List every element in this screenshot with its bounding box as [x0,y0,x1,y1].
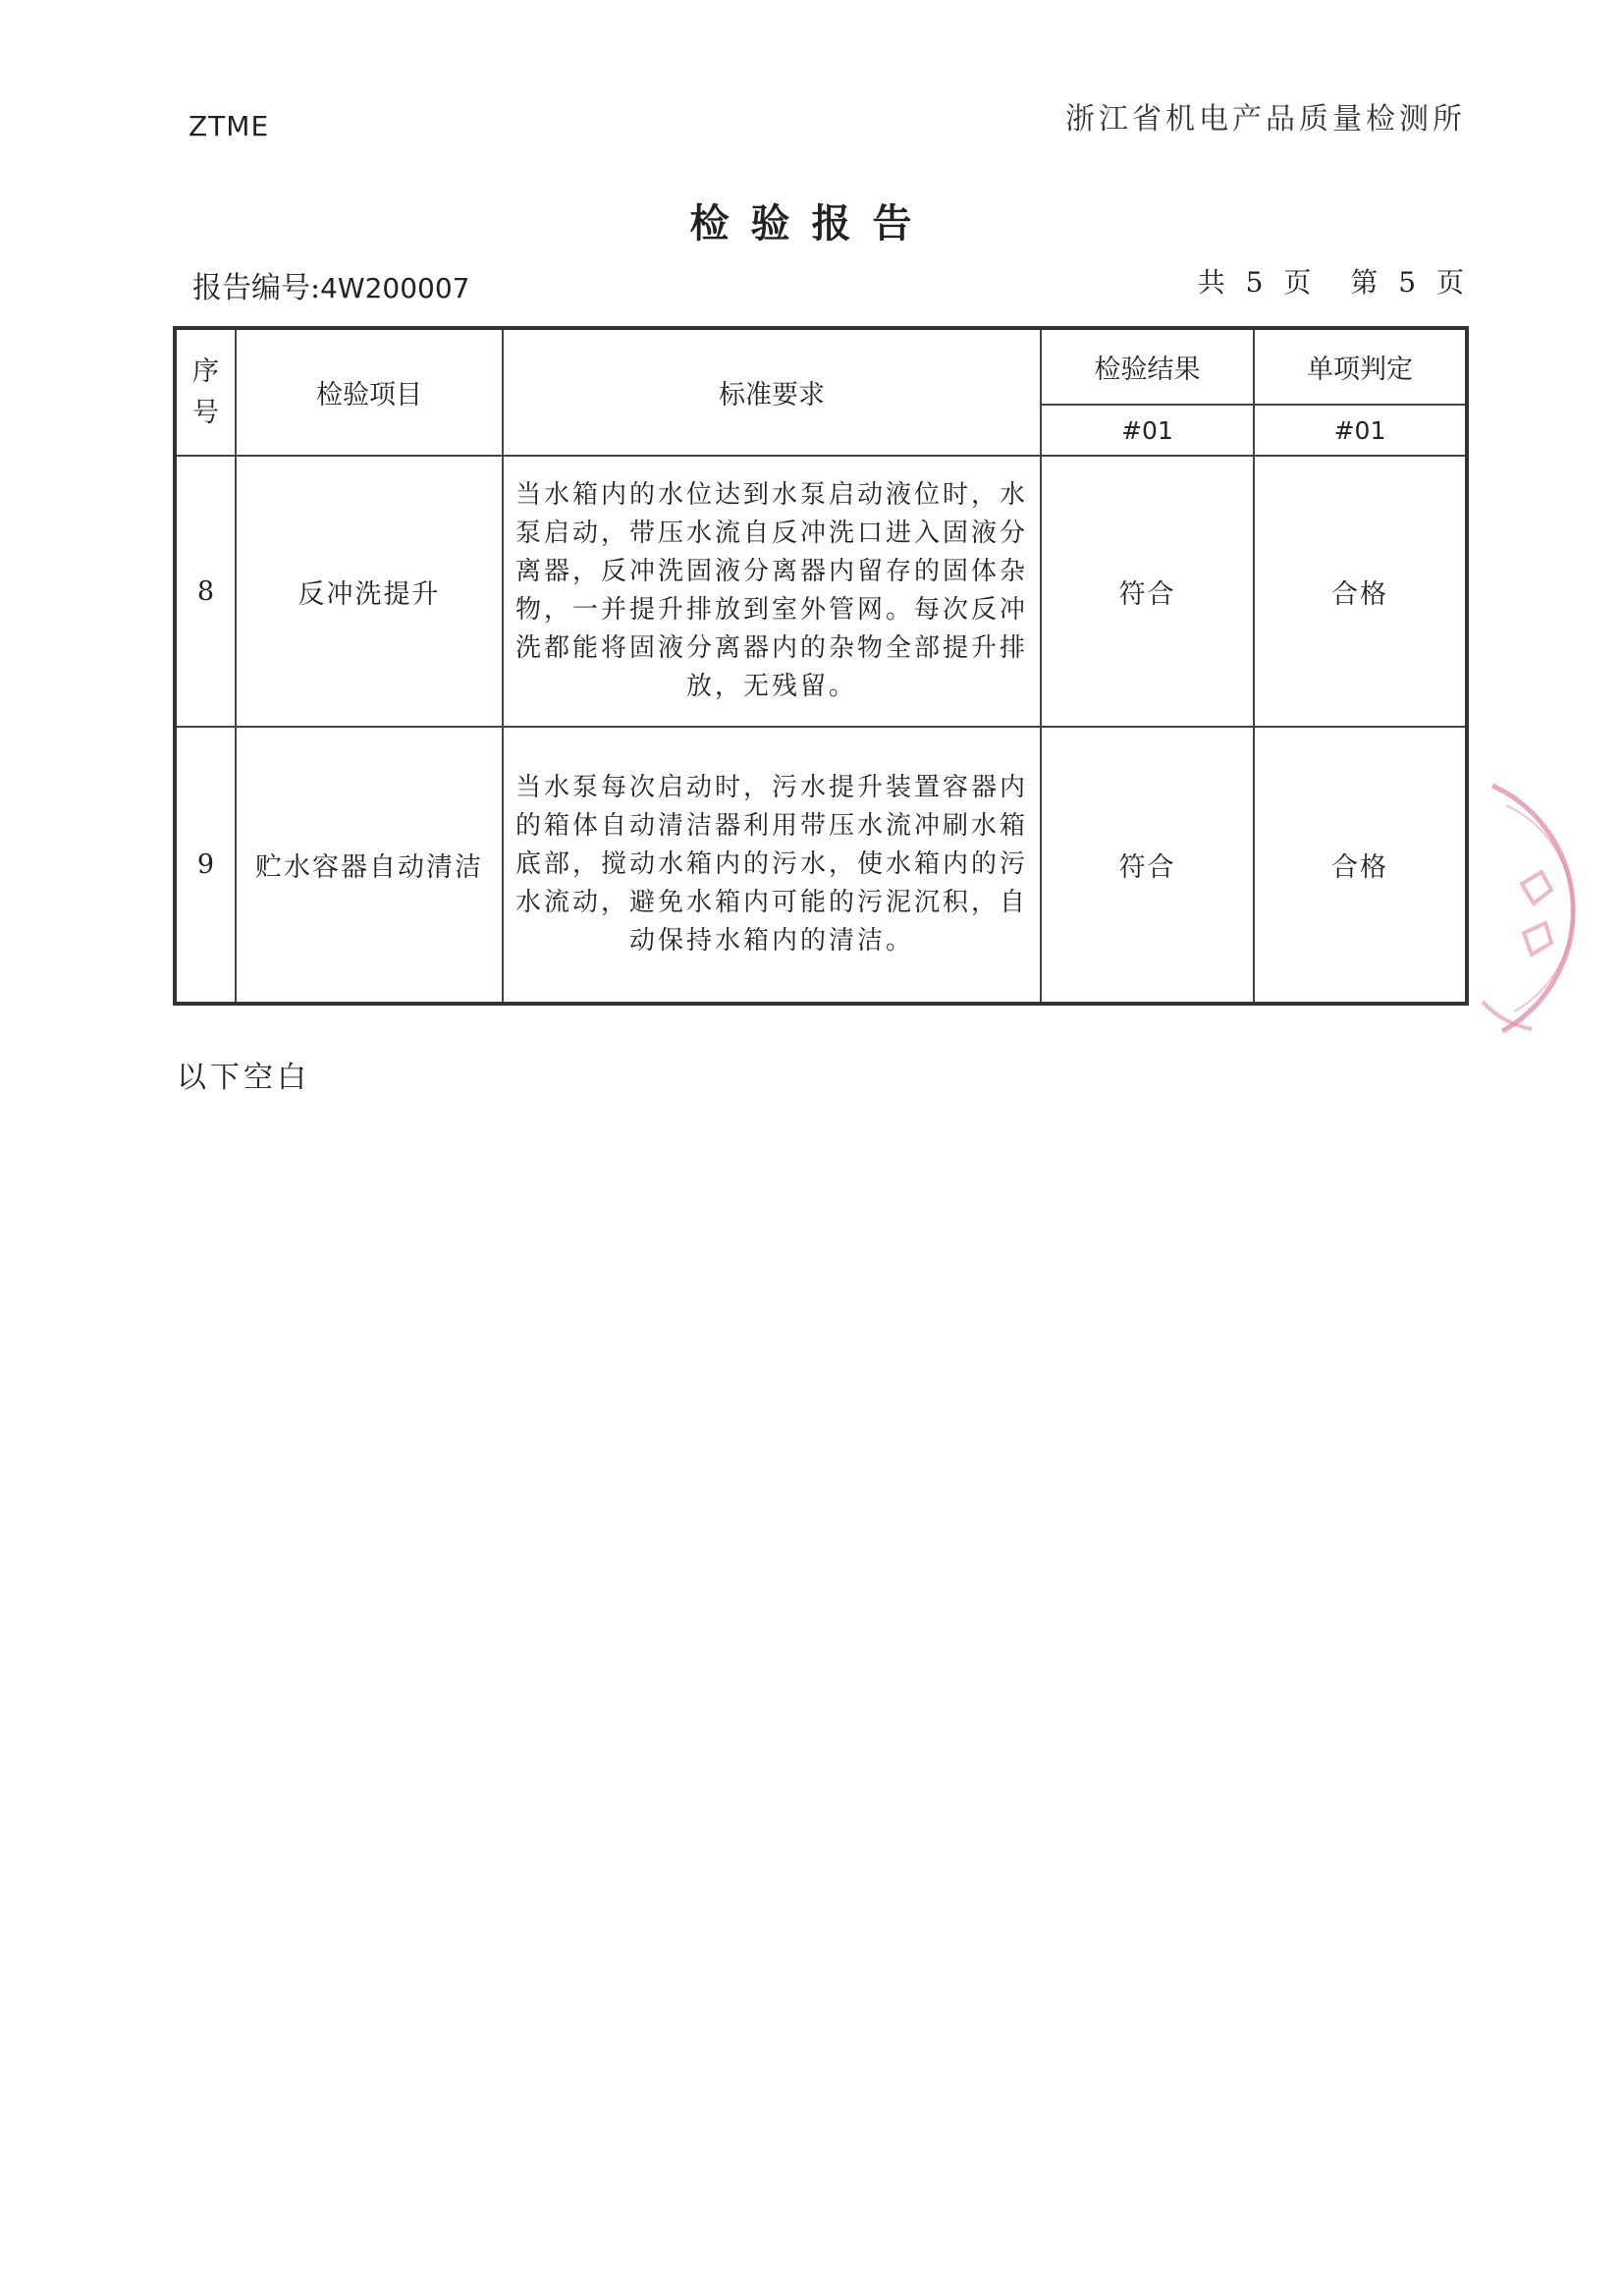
page-title: 检验报告 [689,200,934,246]
table-row [175,456,1467,727]
brand-logo-text: ZTME [189,110,270,142]
row-judgement: 合格 [1254,456,1467,727]
report-number-label: 报告编号: [192,271,321,305]
row-seq: 9 [175,727,236,1004]
header-requirement: 标准要求 [503,328,1041,456]
row-seq: 8 [175,456,236,727]
header-seq-label: 序号 [192,355,219,428]
report-number-value: 4W200007 [320,272,470,304]
row-item: 贮水容器自动清洁 [236,727,503,1004]
row-judgement: 合格 [1254,727,1467,1004]
total-pages: 共 5 页 [1197,266,1312,299]
inspection-table [173,326,1469,1006]
row-item: 反冲洗提升 [236,456,503,727]
page-info [1198,261,1464,301]
table-row [175,727,1467,1004]
header-seq [175,328,236,456]
institute-name: 浙江省机电产品质量检测所 [1065,102,1466,137]
row-result: 符合 [1041,727,1254,1004]
header-judgement: 单项判定 [1254,328,1467,405]
header-judgement-sample: #01 [1254,405,1467,456]
row-result: 符合 [1041,456,1254,727]
header-result: 检验结果 [1041,328,1254,405]
row-requirement: 当水箱内的水位达到水泵启动液位时，水泵启动，带压水流自反冲洗口进入固液分离器，反冲洗固液分离器内留存的固体杂物，一并提升排放到室外管网。每次反冲洗都能将固液分离器内的杂物全部提升排放，无残留。 [503,456,1041,727]
header-item: 检验项目 [236,328,503,456]
blank-below-note: 以下空白 [177,1061,310,1095]
current-page: 第 5 页 [1350,266,1464,299]
header-result-sample: #01 [1041,405,1254,456]
official-seal-stamp [1443,766,1623,1061]
report-number [192,263,470,306]
row-requirement: 当水泵每次启动时，污水提升装置容器内的箱体自动清洁器利用带压水流冲刷水箱底部，搅动水箱内的污水，使水箱内的污水流动，避免水箱内可能的污泥沉积，自动保持水箱内的清洁。 [503,727,1041,1004]
